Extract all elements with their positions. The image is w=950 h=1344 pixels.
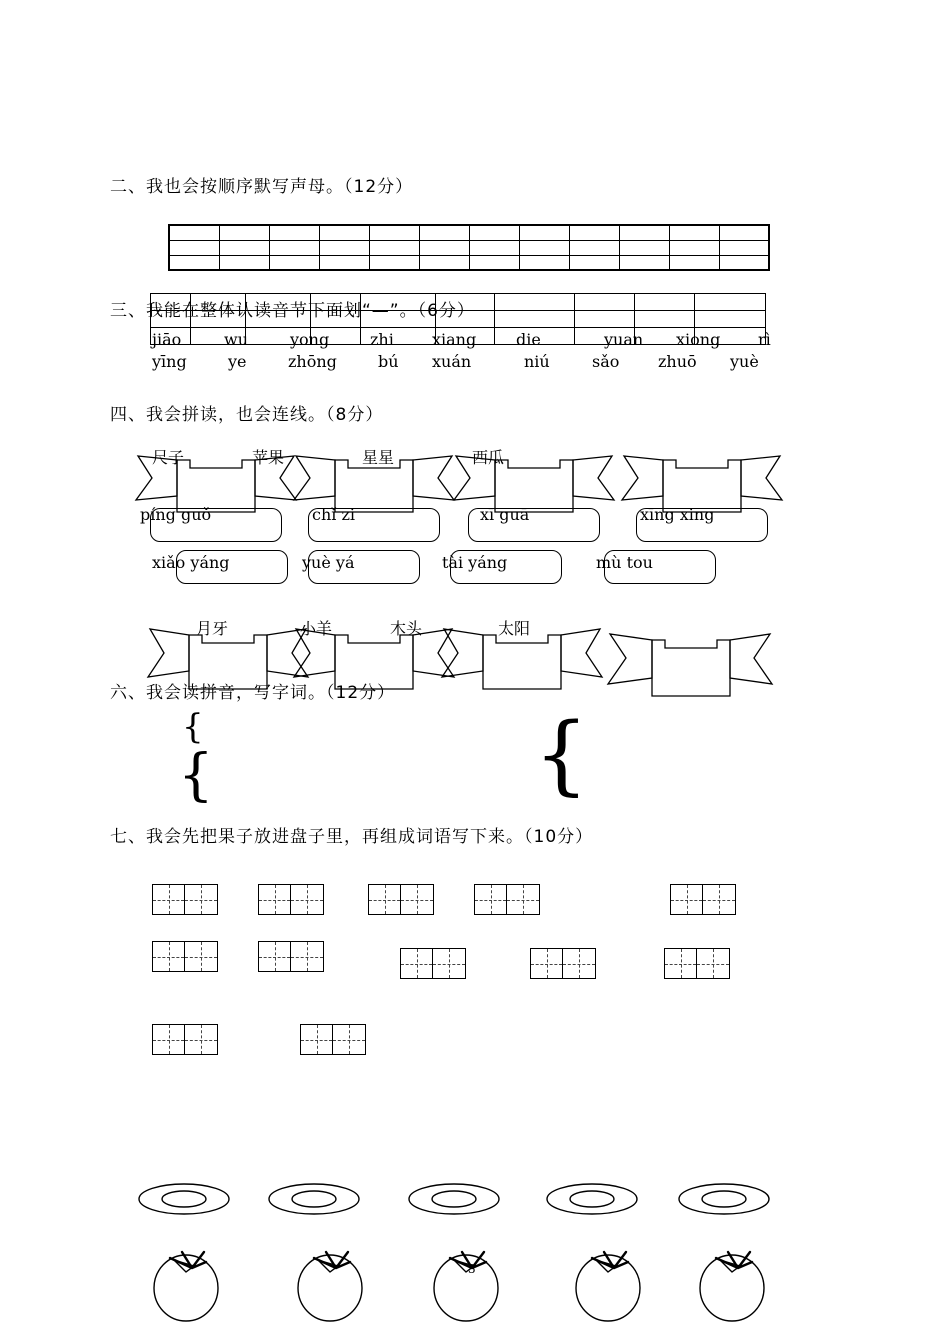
pinyin-s3-r2-7[interactable]: sǎo: [592, 352, 620, 371]
tianzige-cell[interactable]: [703, 885, 735, 914]
tianzige-grid[interactable]: [474, 884, 540, 915]
word-label-chizi[interactable]: 尺子: [152, 448, 185, 467]
grid-cell[interactable]: [719, 255, 769, 270]
grid-cell[interactable]: [369, 225, 419, 240]
grid-cell[interactable]: [569, 225, 619, 240]
tianzige-cell[interactable]: [671, 885, 703, 914]
grid-cell[interactable]: [169, 240, 219, 255]
pinyin-s3-r2-5[interactable]: xuán: [432, 352, 472, 371]
table-row[interactable]: [169, 255, 769, 270]
grid-cell[interactable]: [369, 255, 419, 270]
grid-cell: [635, 294, 695, 311]
tianzige-cell[interactable]: [369, 885, 401, 914]
plate-icon[interactable]: [266, 1180, 362, 1222]
tianzige-grid[interactable]: [670, 884, 736, 915]
word-label-mutou[interactable]: 木头: [390, 619, 423, 638]
tianzige-cell[interactable]: [153, 1025, 185, 1054]
grid-cell[interactable]: [419, 225, 469, 240]
tianzige-grid[interactable]: [258, 941, 324, 972]
pinyin-s3-r1-7[interactable]: yuan: [604, 330, 644, 349]
tianzige-cell[interactable]: [333, 1025, 365, 1054]
pinyin-s4-r1-3[interactable]: xī guā: [480, 505, 530, 524]
tianzige-cell[interactable]: [153, 885, 185, 914]
tianzige-grid[interactable]: [152, 941, 218, 972]
word-label-taiyang[interactable]: 太阳: [498, 619, 531, 638]
grid-cell[interactable]: [319, 240, 369, 255]
pinyin-s3-r2-6[interactable]: niú: [524, 352, 550, 371]
grid-cell[interactable]: [219, 225, 269, 240]
tianzige-grid[interactable]: [664, 948, 730, 979]
pinyin-s3-r2-3[interactable]: zhōng: [288, 352, 337, 371]
plate-icon[interactable]: [676, 1180, 772, 1222]
grid-cell[interactable]: [519, 240, 569, 255]
grid-cell[interactable]: [469, 240, 519, 255]
grid-cell: [575, 294, 635, 311]
grid-cell[interactable]: [619, 225, 669, 240]
tianzige-cell[interactable]: [301, 1025, 333, 1054]
tianzige-grid[interactable]: [300, 1024, 366, 1055]
tianzige-cell[interactable]: [401, 885, 433, 914]
grid-cell[interactable]: [219, 255, 269, 270]
pinyin-s4-r2-1[interactable]: xiǎo yáng: [152, 553, 230, 572]
ribbon-banner-icon[interactable]: [600, 630, 780, 704]
section-2-heading: 二、我也会按顺序默写声母。（12分）: [110, 177, 414, 197]
grid-cell[interactable]: [419, 240, 469, 255]
pinyin-s3-r1-3[interactable]: yong: [290, 330, 330, 349]
pinyin-s3-r1-9[interactable]: rì: [758, 330, 771, 349]
pinyin-s4-r1-2[interactable]: chǐ zi: [312, 505, 356, 524]
grid-cell[interactable]: [219, 240, 269, 255]
grid-cell[interactable]: [419, 255, 469, 270]
grid-cell[interactable]: [169, 255, 219, 270]
pinyin-s3-r1-8[interactable]: xiong: [676, 330, 721, 349]
pinyin-s3-r2-1[interactable]: yīng: [152, 352, 187, 371]
grid-cell: [575, 311, 635, 328]
grid-cell: [695, 294, 766, 311]
table-row[interactable]: [169, 240, 769, 255]
tianzige-grid[interactable]: [152, 884, 218, 915]
pinyin-s3-r2-4[interactable]: bú: [378, 352, 399, 371]
pinyin-s3-r1-5[interactable]: xiang: [432, 330, 477, 349]
grid-cell[interactable]: [319, 225, 369, 240]
grid-cell[interactable]: [669, 255, 719, 270]
grid-cell[interactable]: [669, 225, 719, 240]
pinyin-s4-r2-3[interactable]: tài yáng: [442, 553, 508, 572]
grid-cell[interactable]: [519, 255, 569, 270]
word-label-pingguo[interactable]: 苹果: [252, 448, 285, 467]
pinyin-s3-r1-6[interactable]: die: [516, 330, 541, 349]
curly-brace-icon: {: [534, 705, 589, 805]
grid-cell[interactable]: [719, 240, 769, 255]
tianzige-cell[interactable]: [185, 885, 217, 914]
pinyin-s3-r1-2[interactable]: wu: [224, 330, 248, 349]
tianzige-cell[interactable]: [291, 942, 323, 971]
grid-cell[interactable]: [369, 240, 419, 255]
fruit-icon[interactable]: [570, 1238, 648, 1328]
fruit-icon[interactable]: [292, 1238, 370, 1328]
tianzige-cell[interactable]: [665, 949, 697, 978]
grid-cell[interactable]: [319, 255, 369, 270]
pinyin-s3-r2-8[interactable]: zhuō: [658, 352, 697, 371]
tianzige-cell[interactable]: [507, 885, 539, 914]
grid-cell[interactable]: [269, 225, 319, 240]
tianzige-cell[interactable]: [697, 949, 729, 978]
page-number: 3: [468, 1262, 476, 1276]
pinyin-s3-r1-1[interactable]: jiāo: [152, 330, 182, 349]
grid-cell[interactable]: [569, 240, 619, 255]
grid-cell[interactable]: [169, 225, 219, 240]
grid-cell[interactable]: [719, 225, 769, 240]
section-4-heading: 四、我会拼读，也会连线。（8分）: [110, 405, 384, 425]
curly-brace-icon: {: [178, 743, 214, 808]
tianzige-cell[interactable]: [185, 1025, 217, 1054]
tianzige-cell[interactable]: [259, 942, 291, 971]
word-label-xingxing[interactable]: 星星: [362, 448, 395, 467]
pinyin-s3-r2-2[interactable]: ye: [228, 352, 247, 371]
plate-icon[interactable]: [136, 1180, 232, 1222]
grid-cell[interactable]: [569, 255, 619, 270]
tianzige-grid[interactable]: [258, 884, 324, 915]
grid-cell: [495, 294, 575, 311]
tianzige-cell[interactable]: [433, 949, 465, 978]
tianzige-grid[interactable]: [530, 948, 596, 979]
fruit-icon[interactable]: [428, 1238, 506, 1328]
tianzige-cell[interactable]: [291, 885, 323, 914]
section-6-heading: 七、我会先把果子放进盘子里，再组成词语写下来。（10分）: [110, 827, 594, 847]
grid-cell[interactable]: [469, 225, 519, 240]
pinyin-s3-r1-4[interactable]: zhi: [370, 330, 394, 349]
pinyin-s3-r2-9[interactable]: yuè: [730, 352, 759, 371]
grid-cell: [495, 311, 575, 328]
grid-cell[interactable]: [669, 240, 719, 255]
pinyin-s4-r2-4[interactable]: mù tou: [596, 553, 653, 572]
tianzige-cell[interactable]: [153, 942, 185, 971]
grid-cell[interactable]: [619, 240, 669, 255]
grid-cell[interactable]: [269, 255, 319, 270]
grid-cell[interactable]: [619, 255, 669, 270]
section-3-heading: 三、我能在整体认读音节下面划“—”。（6分）: [110, 301, 475, 321]
tianzige-grid[interactable]: [152, 1024, 218, 1055]
pinyin-s4-r1-4[interactable]: xīng xing: [640, 505, 715, 524]
tianzige-grid[interactable]: [368, 884, 434, 915]
curly-brace-icon: {: [182, 707, 204, 747]
section-5-heading: 六、我会读拼音，写字词。（12分）: [110, 683, 396, 703]
tianzige-cell[interactable]: [259, 885, 291, 914]
shengmu-writing-grid[interactable]: [168, 224, 770, 271]
tianzige-cell[interactable]: [401, 949, 433, 978]
tianzige-grid[interactable]: [400, 948, 466, 979]
fruit-icon[interactable]: [694, 1238, 772, 1328]
fruit-icon[interactable]: [148, 1238, 226, 1328]
grid-cell[interactable]: [519, 225, 569, 240]
tianzige-cell[interactable]: [531, 949, 563, 978]
plate-icon[interactable]: [406, 1180, 502, 1222]
word-label-yueya[interactable]: 月牙: [196, 619, 229, 638]
grid-cell: [695, 311, 766, 328]
grid-cell: [635, 311, 695, 328]
tianzige-cell[interactable]: [563, 949, 595, 978]
tianzige-cell[interactable]: [185, 942, 217, 971]
tianzige-cell[interactable]: [475, 885, 507, 914]
table-row[interactable]: [169, 225, 769, 240]
word-label-xiaoyang[interactable]: 小羊: [300, 619, 333, 638]
pinyin-s4-r2-2[interactable]: yuè yá: [302, 553, 355, 572]
grid-cell[interactable]: [469, 255, 519, 270]
pinyin-s4-r1-1[interactable]: píng guǒ: [140, 505, 212, 524]
ribbon-banner-icon[interactable]: [436, 625, 608, 697]
word-label-xigua[interactable]: 西瓜: [472, 448, 505, 467]
grid-cell[interactable]: [269, 240, 319, 255]
plate-icon[interactable]: [544, 1180, 640, 1222]
